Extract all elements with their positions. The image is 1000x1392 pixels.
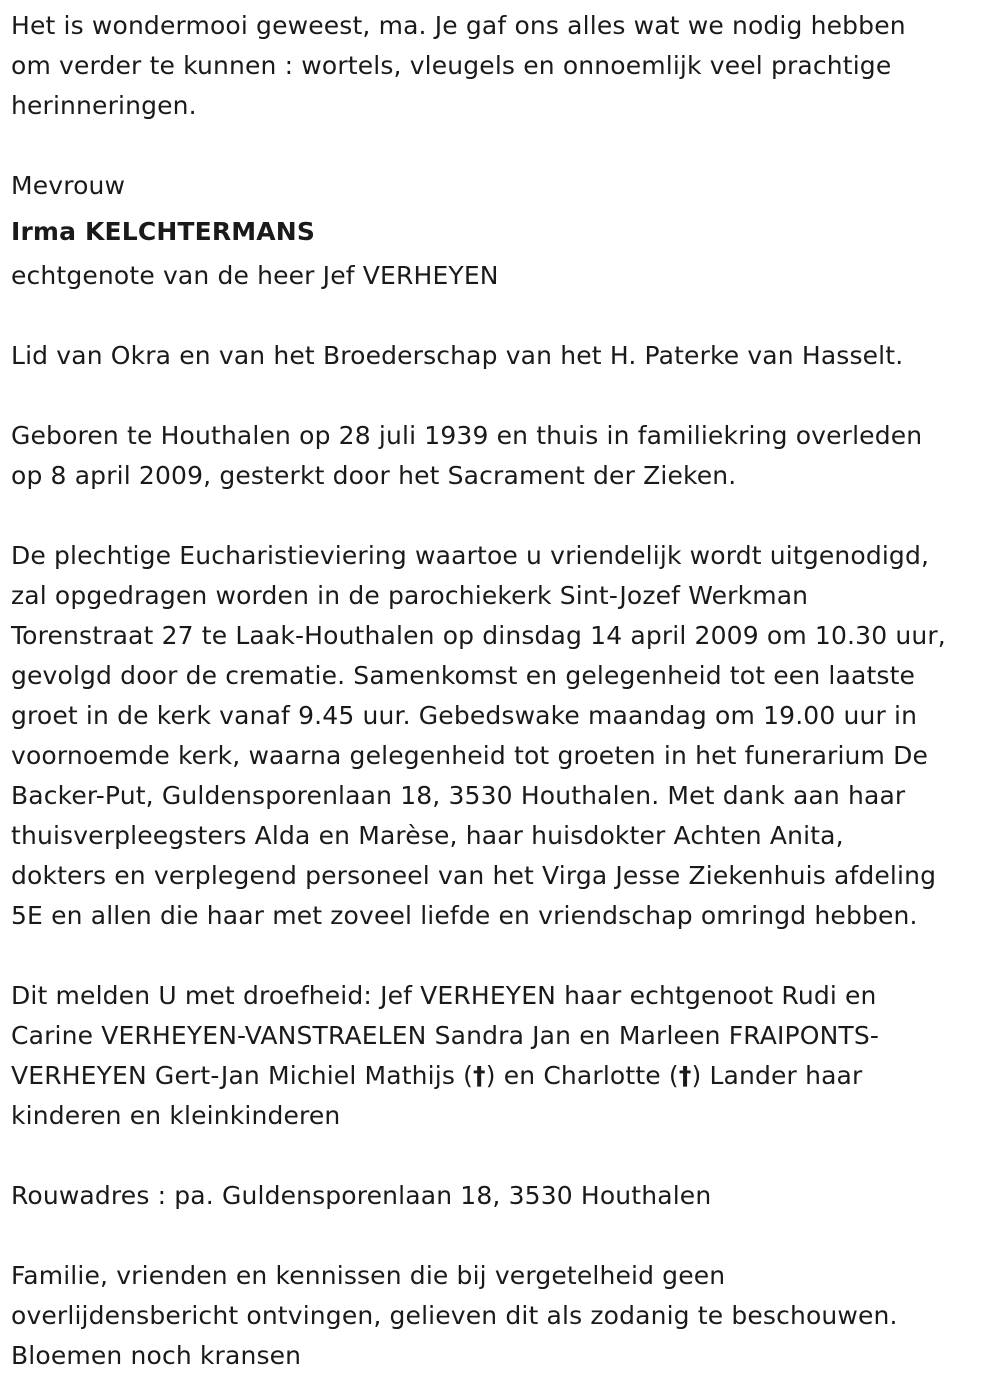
announcement-line: Dit melden U met droefheid: Jef VERHEYEN haar echtgenoot Rudi en: [11, 981, 877, 1010]
ceremony-line: Backer-Put, Guldensporenlaan 18, 3530 Houthalen. Met dank aan haar: [11, 781, 906, 810]
cross-icon: †: [678, 1061, 692, 1090]
ceremony-line: De plechtige Eucharistieviering waartoe u vriendelijk wordt uitgenodigd,: [11, 541, 930, 570]
ceremony-line: groet in de kerk vanaf 9.45 uur. Gebedswake maandag om 19.00 uur in: [11, 701, 918, 730]
ceremony-line: thuisverpleegsters Alda en Marèse, haar huisdokter Achten Anita,: [11, 821, 844, 850]
ceremony-line: zal opgedragen worden in de parochiekerk Sint-Jozef Werkman: [11, 581, 809, 610]
deceased-name: Irma KELCHTERMANS: [11, 217, 315, 246]
birth-death-line: Geboren te Houthalen op 28 juli 1939 en thuis in familiekring overleden: [11, 421, 923, 450]
motto: [11, 6, 991, 126]
spouse-line: echtgenote van de heer Jef VERHEYEN: [11, 261, 499, 290]
motto-line: om verder te kunnen : wortels, vleugels en onnoemlijk veel prachtige: [11, 51, 892, 80]
closing-line: Familie, vrienden en kennissen die bij vergetelheid geen: [11, 1261, 726, 1290]
announcement: [11, 976, 991, 1136]
motto-line: herinneringen.: [11, 91, 197, 120]
deceased-block: [11, 166, 991, 296]
motto-line: Het is wondermooi geweest, ma. Je gaf ons alles wat we nodig hebben: [11, 11, 906, 40]
ceremony: [11, 536, 991, 936]
closing-line: Bloemen noch kransen: [11, 1341, 302, 1370]
announcement-text: VERHEYEN Gert-Jan Michiel Mathijs (: [11, 1061, 474, 1090]
announcement-line: [11, 1056, 991, 1096]
salutation: Mevrouw: [11, 171, 126, 200]
birth-death: [11, 416, 991, 496]
closing-line: overlijdensbericht ontvingen, gelieven dit als zodanig te beschouwen.: [11, 1301, 898, 1330]
obituary-notice: [11, 6, 991, 1376]
closing: [11, 1256, 991, 1376]
ceremony-line: gevolgd door de crematie. Samenkomst en gelegenheid tot een laatste: [11, 661, 916, 690]
announcement-text: ) Lander haar: [691, 1061, 863, 1090]
ceremony-line: dokters en verplegend personeel van het Virga Jesse Ziekenhuis afdeling: [11, 861, 937, 890]
ceremony-line: 5E en allen die haar met zoveel liefde en vriendschap omringd hebben.: [11, 901, 918, 930]
cross-icon: †: [473, 1061, 486, 1090]
announcement-line: Carine VERHEYEN-VANSTRAELEN Sandra Jan en Marleen FRAIPONTS-: [11, 1021, 880, 1050]
birth-death-line: op 8 april 2009, gesterkt door het Sacrament der Zieken.: [11, 461, 737, 490]
announcement-text: ) en Charlotte (: [485, 1061, 679, 1090]
ceremony-line: Torenstraat 27 te Laak-Houthalen op dinsdag 14 april 2009 om 10.30 uur,: [11, 621, 946, 650]
mourning-address: Rouwadres : pa. Guldensporenlaan 18, 3530 Houthalen: [11, 1181, 712, 1210]
membership: Lid van Okra en van het Broederschap van het H. Paterke van Hasselt.: [11, 341, 904, 370]
announcement-line: kinderen en kleinkinderen: [11, 1101, 341, 1130]
ceremony-line: voornoemde kerk, waarna gelegenheid tot groeten in het funerarium De: [11, 741, 929, 770]
